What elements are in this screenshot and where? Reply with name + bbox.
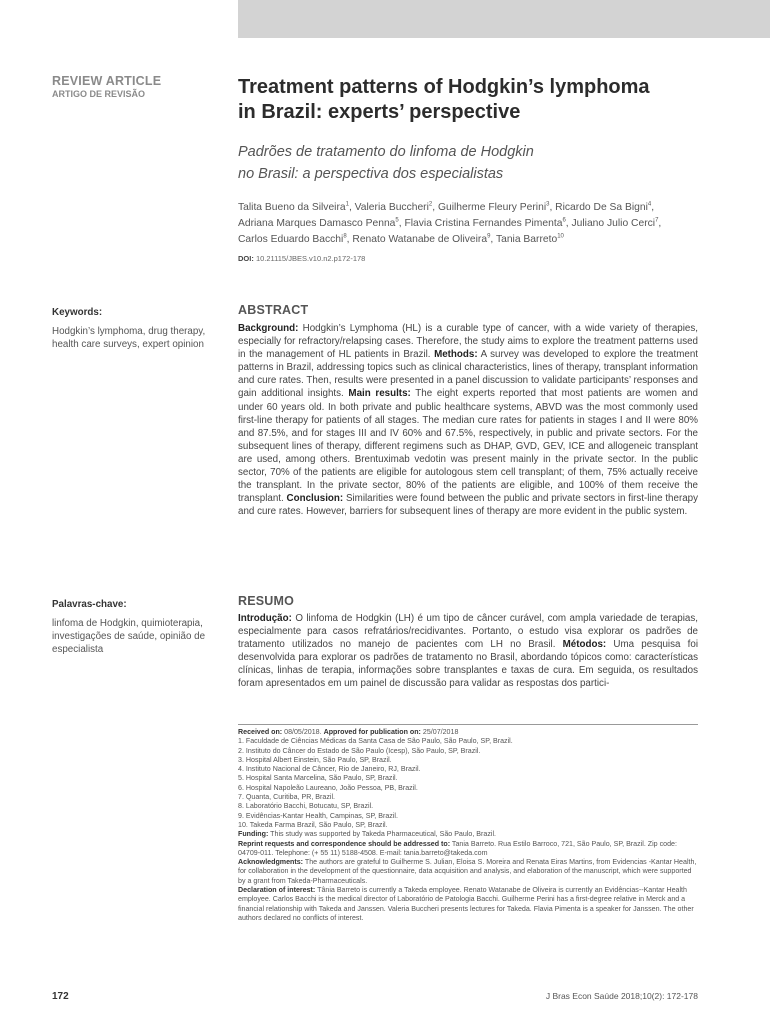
note-label: Approved for publication on: <box>323 728 421 736</box>
author-line: Adriana Marques Damasco Penna$^5$, Flavia Cristina Fernandes Pimenta$^6$, Juliano Julio Cerci$^7$, <box>238 217 662 229</box>
resumo-body <box>238 612 698 694</box>
affiliation: 6. Hospital Napoleão Laureano, João Pessoa, PB, Brazil. <box>238 783 418 792</box>
author-name: , Juliano Julio Cerci <box>565 218 656 229</box>
note-label: Funding: <box>238 830 269 839</box>
article-title <box>238 75 678 125</box>
affil-mark: 4 <box>647 201 652 208</box>
note-text: This study was supported by Takeda Pharmaceutical, São Paulo, Brazil. <box>268 830 496 839</box>
doi <box>238 254 698 263</box>
note-text: The authors are grateful to Guilherme S. Julian, Eloisa S. Moreira and Renata Eiras Martins, from Evidencias -Kantar Health, for collaboration in the development of the questionnaire, data acquisition and analysis, and elaboration of the manuscript, which were supported by a grant from Takeda-Pharmaceuticals. <box>238 858 697 885</box>
abstract-heading: ABSTRACT <box>238 303 309 317</box>
affiliation: 8. Laboratório Bacchi, Botucatu, SP, Brazil. <box>238 802 374 811</box>
resumo-label: Métodos: <box>562 639 607 651</box>
resumo-text: Uma pesquisa foi desenvolvida para explorar os padrões de tratamento no Brasil, abordando tópicos como: características clínicas, linhas de terapia, informações sobre transplantes e taxas de cura. Em seguida, os resultados foram apresentados em um painel de discussão para validar as respostas dos partici- <box>238 639 698 690</box>
reprint-line <box>238 840 698 859</box>
palavras-block <box>52 598 222 656</box>
article-type <box>52 74 222 99</box>
note-label: Declaration of interest: <box>238 886 316 895</box>
abstract-label: Methods: <box>434 349 478 361</box>
abstract-label: Conclusion: <box>286 493 344 505</box>
note-text: 08/05/2018. <box>282 728 324 736</box>
author-line: Talita Bueno da Silveira$^1$, Valeria Buccheri$^2$, Guilherme Fleury Perini$^3$, Ricardo De Sa Bigni$^4$, <box>238 201 655 213</box>
article-subtitle <box>238 141 698 185</box>
affil-mark: 7 <box>655 217 659 224</box>
author-name: , Guilherme Fleury Perini <box>432 202 547 213</box>
author-name: Talita Bueno da Silveira <box>238 202 346 213</box>
author-name: , Ricardo De Sa Bigni <box>549 202 648 213</box>
title-line: Treatment patterns of Hodgkin’s lymphoma <box>238 76 650 98</box>
received-line <box>238 728 698 737</box>
palavras-text: linfoma de Hodgkin, quimioterapia, investigações de saúde, opinião de especialista <box>52 618 206 655</box>
resumo-heading: RESUMO <box>238 594 295 608</box>
article-type-en: REVIEW ARTICLE <box>52 74 162 88</box>
page-number: 172 <box>52 991 69 1002</box>
abstract-text: Hodgkin’s Lymphoma (HL) is a curable type of cancer, with a wide variety of therapies, especially for refractory/relapsing cases. Therefore, the study aims to explore the treatment patterns used in the management of HL patients in Brazil. <box>238 323 698 361</box>
author-name: , Flavia Cristina Fernandes Pimenta <box>398 218 563 229</box>
palavras-heading: Palavras-chave: <box>52 599 127 610</box>
subtitle-line: Padrões de tratamento do linfoma de Hodgkin <box>238 144 534 160</box>
affiliation: 1. Faculdade de Ciências Médicas da Santa Casa de São Paulo, São Paulo, SP, Brazil. <box>238 737 513 746</box>
author-name: , Tania Barreto <box>490 234 558 245</box>
keywords-text: Hodgkin’s lymphoma, drug therapy, health care surveys, expert opinion <box>52 326 206 350</box>
affil-mark: 9 <box>487 233 491 240</box>
keywords-block <box>52 306 222 351</box>
resumo-text: O linfoma de Hodgkin (LH) é um tipo de câncer curável, com ampla variedade de terapias, especialmente para casos refratários/recidivantes. Portanto, o estudo visa explorar os padrões de tratamento utilizados no manejo de pacientes com LH no Brasil. <box>238 613 698 651</box>
affiliation: 2. Instituto do Câncer do Estado de São Paulo (Icesp), São Paulo, SP, Brazil. <box>238 746 481 755</box>
header-bar <box>238 0 770 38</box>
abstract-text: Similarities were found between the public and private sectors in first-line therapy and cure rates. However, barriers for subsequent lines of therapy are more evident in the public system. <box>238 493 698 518</box>
note-label: Received on: <box>238 728 283 736</box>
affil-mark: 1 <box>345 201 349 208</box>
note-label: Acknowledgments: <box>238 858 304 867</box>
affil-mark: 3 <box>546 201 550 208</box>
title-line: in Brazil: experts’ perspective <box>238 101 521 123</box>
doi-link[interactable]: 10.21115/JBES.v10.n2.p172-178 <box>255 254 366 263</box>
affiliation: 7. Quanta, Curitiba, PR, Brazil. <box>238 793 335 802</box>
footnotes <box>238 728 698 923</box>
article-type-pt: ARTIGO DE REVISÃO <box>52 89 146 99</box>
note-text: Tânia Barreto is currently a Takeda employee. Renato Watanabe de Oliveira is currently an Evidências--Kantar Health employee. Carlos Bacchi is the medical director of Laboratório de Patologia Bacchi. Guilherme Perini has a first-degree relative in Merck and a financial relationship with Takeda and Janssen. Valeria Buccheri presents lectures for Takeda. Flavia Pimenta is a speaker for Janssen. The other authors declared no conflicts of interest. <box>238 886 694 922</box>
affiliation: 4. Instituto Nacional de Câncer, Rio de Janeiro, RJ, Brazil. <box>238 765 421 774</box>
note-label: Reprint requests and correspondence should be addressed to: <box>238 839 451 848</box>
abstract-text: The eight experts reported that most patients are women and under 60 years old. In both private and public healthcare systems, ABVD was the most commonly used first-line therapy for patients of all stages. The median cure rates for patients in stages I and II were 80% and 87.5%, and for stages III and IV 60% and 67.5%, respectively, in public and private sectors. For the subsequent lines of therapy, different regimens such as DHAP, GVD, GEV, ICE and allogeneic transplant are used, among others. Brentuximab vedotin was present mainly in the private sector. In the public sector, 70% of the patients are eligible for autologous stem cell transplant; of them, 75% actually receive the transplant. In the private sector, 80% of the patients are eligible, and 100% of them receive the transplant. <box>238 388 698 505</box>
affil-mark: 6 <box>562 217 566 224</box>
funding-line <box>238 830 698 839</box>
abstract-body <box>238 322 698 546</box>
author-line <box>238 232 698 248</box>
author-name: Adriana Marques Damasco Penna <box>238 218 396 229</box>
note-text: 25/07/2018 <box>420 728 459 736</box>
keywords-heading: Keywords: <box>52 307 103 318</box>
journal-citation: J Bras Econ Saúde 2018;10(2): 172-178 <box>545 991 698 1001</box>
abstract-label: Main results: <box>348 388 411 400</box>
declaration-of-interest <box>238 886 698 923</box>
abstract-text: A survey was developed to explore the treatment patterns in Brazil, addressing topics such as clinical characteristics, lines of therapy, transplant information and cure rates. Then, results were presented in a panel discussion to validate participants’ responses and gain additional insights. <box>238 349 698 400</box>
author-name: Carlos Eduardo Bacchi <box>238 234 344 245</box>
affil-mark: 5 <box>395 217 399 224</box>
affil-mark: 2 <box>428 201 433 208</box>
subtitle-line: no Brasil: a perspectiva dos especialistas <box>238 166 504 182</box>
resumo-label: Introdução: <box>238 613 292 624</box>
acknowledgments <box>238 858 698 886</box>
affiliation: 5. Hospital Santa Marcelina, São Paulo, SP, Brazil. <box>238 774 398 783</box>
author-list <box>238 200 698 248</box>
affiliation: 9. Evidências-Kantar Health, Campinas, SP, Brazil. <box>238 811 398 820</box>
doi-label: DOI: <box>238 254 254 263</box>
footnote-divider <box>238 724 698 725</box>
affil-mark: 10 <box>557 233 564 240</box>
author-name: , Valeria Buccheri <box>348 202 429 213</box>
affil-mark: 8 <box>343 233 347 240</box>
author-name: , Renato Watanabe de Oliveira <box>346 234 488 245</box>
note-text: Tania Barreto. Rua Estilo Barroco, 721, São Paulo, SP, Brazil. Zip code: 04709-011. Telephone: (+ 55 11) 5188-4508. E-mail: tania.barreto@takeda.com <box>238 839 677 857</box>
affiliation: 3. Hospital Albert Einstein, São Paulo, SP, Brazil. <box>238 755 392 764</box>
affiliation: 10. Takeda Farma Brazil, São Paulo, SP, Brazil. <box>238 820 388 829</box>
abstract-label: Background: <box>238 323 299 334</box>
